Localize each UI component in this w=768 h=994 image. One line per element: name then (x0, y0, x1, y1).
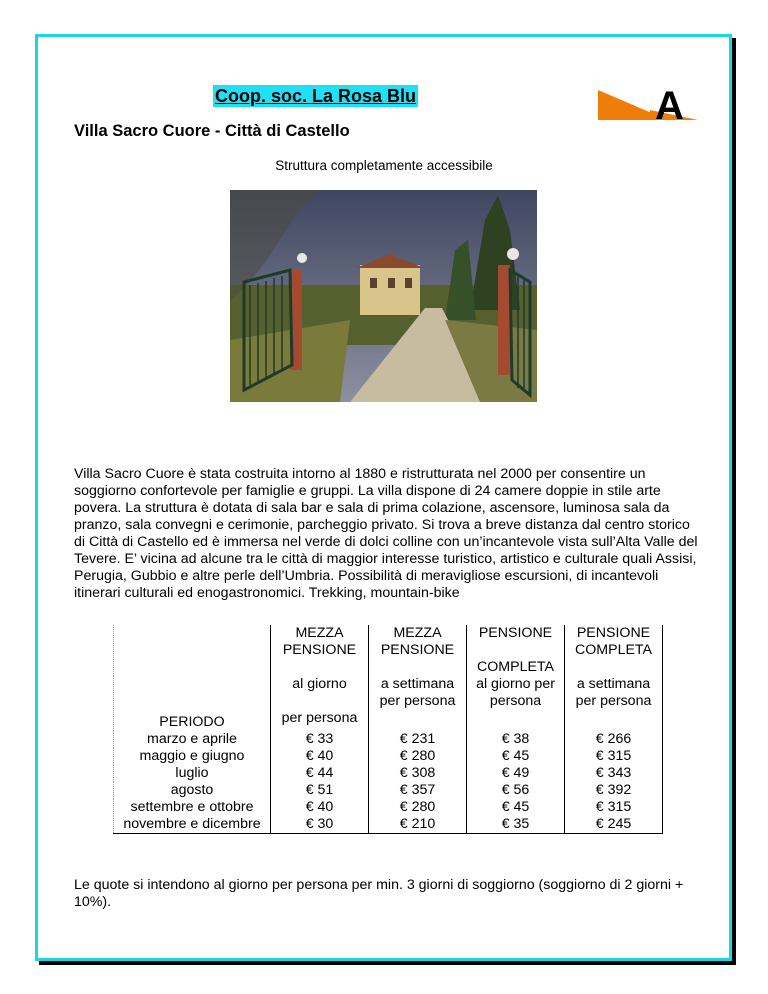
column-subheader: al giorno per persona (467, 676, 565, 731)
table-row: maggio e giugno € 40 € 280 € 45 € 315 (114, 748, 663, 765)
pricing-note: Le quote si intendono al giorno per persona per min. 3 giorni di soggiorno (soggiorno di 2 giorni + 10%). (74, 877, 684, 910)
period-header: PERIODO (114, 625, 271, 731)
logo-letter: A (655, 84, 684, 122)
accessibility-note: Struttura completamente accessibile (275, 158, 493, 173)
column-header: PENSIONE COMPLETA (565, 625, 663, 676)
column-header: MEZZA PENSIONE (369, 625, 467, 676)
villa-photo (230, 190, 537, 402)
table-row: marzo e aprile € 33 € 231 € 38 € 266 (114, 731, 663, 748)
organization-name: Coop. soc. La Rosa Blu (215, 86, 417, 106)
table-row: novembre e dicembre € 30 € 210 € 35 € 245 (114, 816, 663, 834)
column-subheader: al giorno per persona (271, 676, 369, 731)
column-subheader: a settimana per persona (369, 676, 467, 731)
column-subheader: a settimana per persona (565, 676, 663, 731)
table-row: luglio € 44 € 308 € 49 € 343 (114, 765, 663, 782)
villa-description: Villa Sacro Cuore è stata costruita intorno al 1880 e ristrutturata nel 2000 per consentire un soggiorno confortevole per famiglie e gruppi. La villa dispone di 24 camere doppie in stile arte povera. La struttura è dotata di sala bar e sala di prima colazione, ascensore, luminosa sala da pranzo, sala convegni e cerimonie, parcheggio privato. Si trova a breve distanza dal centro storico di Città di Castello ed è immersa nel verde di dolci colline con un’incantevole vista sull’Alta Valle del Tevere. E’ vicina ad alcune tra le città di maggior interesse turistico, artistico e culturale quali Assisi, Perugia, Gubbio e altre perle dell’Umbria. Possibilità di meravigliose escursioni, di incantevoli itinerari culturali ed enogastronomici. Trekking, mountain-bike (74, 466, 698, 601)
column-header: MEZZA PENSIONE (271, 625, 369, 676)
column-header: PENSIONE COMPLETA (467, 625, 565, 676)
accessibility-logo (598, 84, 698, 122)
price-table (113, 625, 663, 834)
table-row: settembre e ottobre € 40 € 280 € 45 € 315 (114, 799, 663, 816)
page-title: Villa Sacro Cuore - Città di Castello (74, 122, 350, 140)
table-row: agosto € 51 € 357 € 56 € 392 (114, 782, 663, 799)
